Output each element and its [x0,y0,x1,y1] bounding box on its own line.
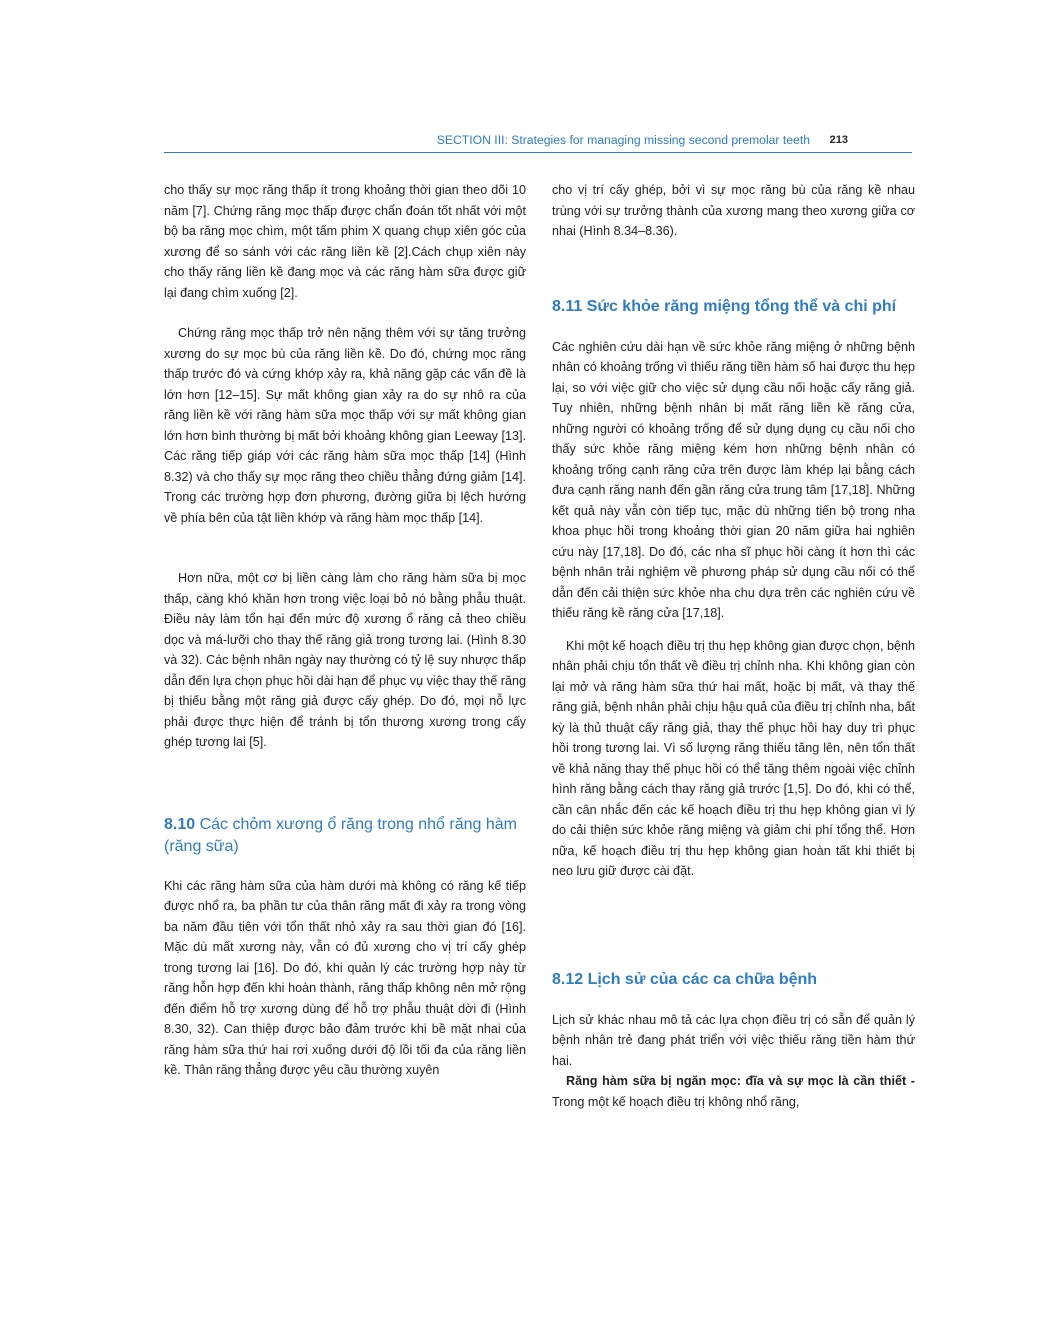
section-number: 8.10 [164,815,196,833]
right-column [552,180,915,1112]
paragraph [552,1071,915,1112]
left-column [164,180,526,1081]
section-heading-8-11: 8.11 Sức khỏe răng miệng tổng thể và chi phí [552,297,897,315]
running-header [164,130,912,153]
section-heading-8-12: 8.12 Lịch sử của các ca chữa bệnh [552,970,818,988]
paragraph: Khi các răng hàm sữa của hàm dưới mà không có răng kế tiếp được nhổ ra, ba phần tư của thân răng mất đi xảy ra trong vòng ba năm đầu tiên với tổn thất nhỏ xảy ra sau thời gian đó [16]. Mặc dù mất xương này, vẫn có đủ xương cho vị trí cấy ghép trong tương lai [16]. Do đó, khi quản lý các trường hợp này từ răng hỗn hợp đến khi hoàn thành, răng thấp không nên mở rộng đến điểm hỗ trợ xương dùng để hỗ trợ phẫu thuật dời đi (Hình 8.30, 32). Can thiệp được bảo đảm trước khi bề mặt nhai của răng hàm sữa thứ hai rơi xuống dưới độ lồi tối đa của răng liền kề. Thân răng thẳng được yêu cầu thường xuyên [164,878,526,1077]
paragraph: cho thấy sự mọc răng thấp ít trong khoảng thời gian theo dõi 10 năm [7]. Chứng răng mọc thấp được chẩn đoán tốt nhất với một bộ ba răng mọc chìm, một tấm phim X quang chụp xiên góc của xương để so sánh với các răng liền kề [2].Cách chụp xiên này cho thấy răng liền kề đang mọc và các răng hàm sữa được giữ lại đang chìm xuống [2]. [164,183,526,300]
paragraph-lead: Răng hàm sữa bị ngăn mọc: đĩa và sự mọc là cần thiết - [566,1074,915,1088]
paragraph: Hơn nữa, một cơ bị liền càng làm cho răng hàm sữa bị mọc thấp, càng khó khăn hơn trong việc loại bỏ nó bằng phẫu thuật. Điều này làm tổn hại đến mức độ xương ổ răng cả theo chiều dọc và má-lưỡi cho thay thế răng giả trong tương lai. (Hình 8.30 và 32). Các bệnh nhân ngày nay thường có tỷ lệ suy nhược thấp dẫn đến lựa chọn phục hồi dài hạn để phục vụ việc thay thế răng bị thiếu bằng một răng giả được cấy ghép. Do đó, mọi nỗ lực phải được thực hiện để tránh bị tổn thương xương trong cấy ghép tương lai [5]. [164,571,527,749]
paragraph: Các nghiên cứu dài hạn về sức khỏe răng miệng ở những bệnh nhân có khoảng trống vì thiếu răng tiền hàm số hai được thu hẹp lại, so với việc giữ cho việc sử dụng cầu nối hoặc cấy răng giả. Tuy nhiên, những bệnh nhân bị mất răng liền kề răng cửa, những người có khoảng trống để sử dụng dụng cụ cầu nối cho thấy sức khỏe răng miệng kém hơn những bệnh nhân có khoảng trống cạnh răng cửa trên được làm khép lại bằng cách đưa cạnh răng nanh đến gần răng cửa trung tâm [17,18]. Những kết quả này vẫn còn tiếp tục, mặc dù những tiến bộ trong nha khoa phục hồi trong khoảng thời gian 20 năm giữa hai nghiên cứu này [17,18]. Do đó, các nha sĩ phục hồi càng ít hơn thì các bệnh nhân trải nghiệm về phương pháp sử dụng cầu nối có thể dẫn đến cải thiện sức khỏe nha chu dựa trên các nghiên cứu về thiếu răng kề răng cửa [17,18]. [552,339,915,620]
paragraph: Lịch sử khác nhau mô tả các lựa chọn điều trị có sẵn để quản lý bệnh nhân trẻ đang phát triển với việc thiếu răng tiền hàm thứ hai. [552,1012,915,1068]
paragraph: Chứng răng mọc thấp trở nên nặng thêm với sự tăng trưởng xương do sự mọc bù của răng liền kề. Do đó, chứng mọc răng thấp trước đó và cứng khớp xảy ra, khả năng gặp các vấn đề là lớn hơn [12–15]. Sự mất không gian xảy ra do sự nhô ra của răng liền kề với răng hàm sữa mọc thấp với sự mất không gian lớn hơn bình thường bị mất bởi khoảng không gian Leeway [13]. Các răng tiếp giáp với các răng hàm sữa mọc thấp [14] (Hình 8.32) và cho thấy sự mọc răng theo chiều thẳng đứng giảm [14]. Trong các trường hợp đơn phương, đường giữa bị lệch hướng về phía bên của tật liền khớp và răng hàm mọc thấp [14]. [164,326,526,525]
paragraph-text: Trong một kế hoạch điều trị không nhổ răng, [552,1094,800,1109]
section-heading-8-10 [164,814,526,858]
paragraph: cho vị trí cấy ghép, bởi vì sự mọc răng bù của răng kề nhau trùng với sự trưởng thành của xương mang theo xương giữa cơ nhai (Hình 8.34–8.36). [552,183,915,238]
running-header-title: SECTION III: Strategies for managing missing second premolar teeth [436,133,810,147]
section-title: Các chỏm xương ổ răng trong nhổ răng hàm (răng sữa) [164,815,517,855]
paragraph: Khi một kế hoạch điều trị thu hẹp không gian được chọn, bệnh nhân phải chịu tổn thất về điều trị chỉnh nha. Khi không gian còn lại mở và răng hàm sữa thứ hai mất, hoặc bị mất, và thay thế răng giả, bệnh nhân phải chịu hậu quả của điều trị chỉnh nha, bất kỳ là thủ thuật cấy răng giả, thay thế phục hồi hay duy trì phục hồi trong tương lai. Vì số lượng răng thiếu tăng lên, nên tổn thất về khả năng thay thế phục hồi có thể tăng thêm ngoài việc chỉnh hình răng bằng cách thay răng giả trước [1,5]. Do đó, khi có thể, cần cân nhắc đến các kế hoạch điều trị thu hẹp không gian vì lý do cải thiện sức khỏe răng miệng và giảm chi phí tổng thể. Hơn nữa, kế hoạch điều trị thu hẹp không gian hoàn tất khi thiết bị neo lưu giữ được cài đặt. [552,638,915,878]
page-number: 213 [829,134,848,146]
